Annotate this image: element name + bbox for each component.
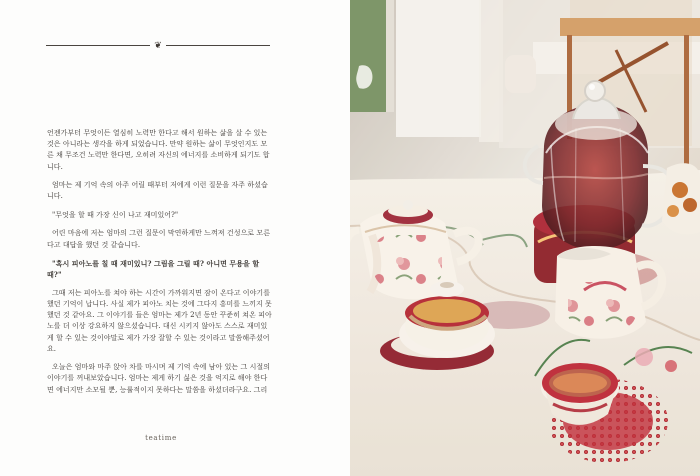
fleuron-icon: ❦ <box>154 41 162 51</box>
header-ornament <box>46 40 270 52</box>
paragraph-1: 언젠가부터 무엇이든 열심히 노력만 한다고 해서 원하는 삶을 살 수 있는 것은 아니라는 생각을 하게 되었습니다. 만약 원하는 삶이 무엇인지도 모른 채 무조건 노력만 한다면, 오히려 자신의 에너지를 소비하게 되기도 합니다. <box>47 129 270 171</box>
tea-photo <box>350 0 700 476</box>
page-footer-title: teatime <box>145 434 177 442</box>
tea-photo-page <box>350 0 700 476</box>
ornament-line-right <box>166 45 270 46</box>
paragraph-4: 그때 저는 피아노를 쳐야 하는 시간이 가까워지면 잠이 온다고 이야기를 했던 기억이 납니다. 사실 제가 피아노 치는 것에 그다지 흥미를 느끼지 못했던 것 같아요. 그 이야기를 들은 엄마는 제가 2년 동안 꾸준히 쳐온 피아노를 더 이상 강요하지 않으셨습니다. 대신 시키지 않아도 스스로 재미있게 할 수 있는 것이야말로 제가 가장 잘할 수 있는 것이라고 말씀해주셨어요. <box>47 288 272 353</box>
body-text <box>47 128 272 403</box>
paragraph-5: 오늘은 엄마와 마주 앉아 차를 마시며 제 기억 속에 남아 있는 그 시절의 이야기를 꺼내보았습니다. 엄마는 제게 하기 싫은 것을 억지로 해야 한다면 에너지만 소모될 뿐, 능률적이지 못하다는 말씀을 하셨더라구요. 그리 <box>47 363 271 394</box>
paragraph-3: 어린 마음에 저는 엄마의 그런 질문이 막연하게만 느껴져 건성으로 모른다고 대답을 했던 것 같습니다. <box>47 229 271 249</box>
quote-1: "무엇을 할 때 가장 신이 나고 재미있어?" <box>52 210 179 219</box>
paragraph-2: 엄마는 제 기억 속의 아주 어릴 때부터 저에게 이런 질문을 자주 하셨습니다. <box>47 181 268 201</box>
ornament-line-left <box>46 45 150 46</box>
quote-2: "혹시 피아노를 칠 때 재미있니? 그림을 그릴 때? 아니면 무용을 할 때?" <box>47 259 260 280</box>
